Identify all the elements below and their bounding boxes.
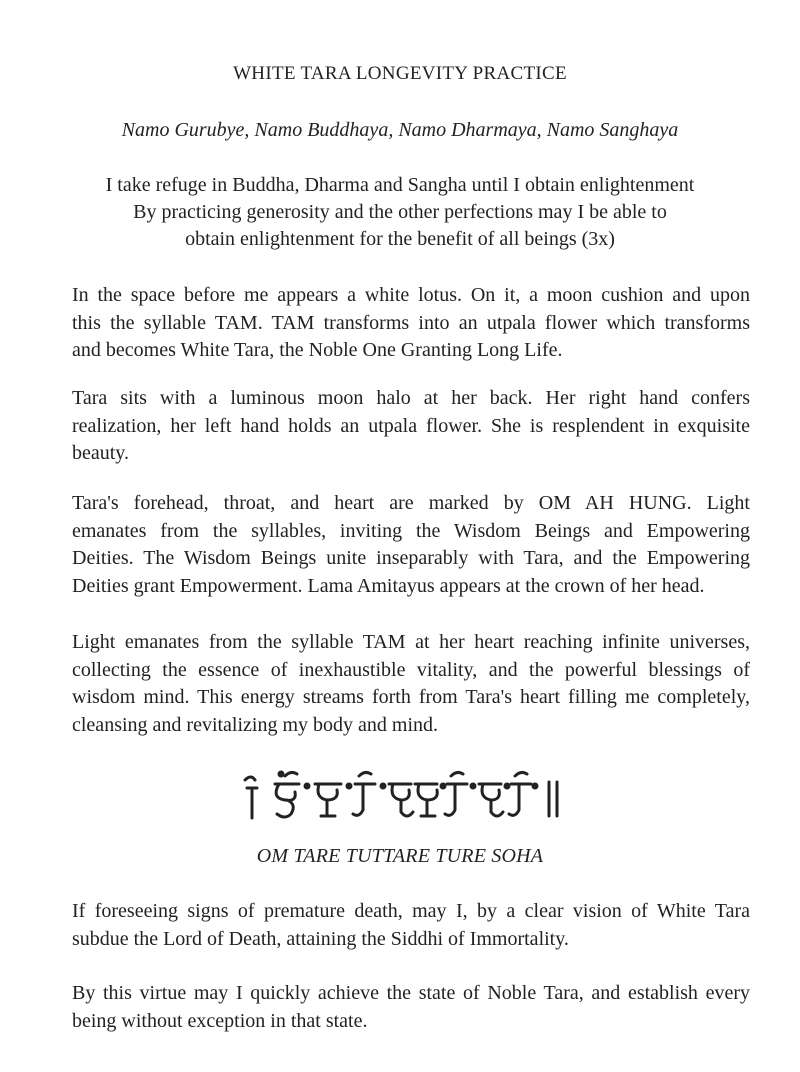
paragraph-line: wisdom mind. This energy streams forth from Tara's heart filling me completely, [72,686,750,708]
paragraph-tara-description [72,385,750,468]
paragraph-line: Deities grant Empowerment. Lama Amitayus appears at the crown of her head. [72,574,705,597]
refuge-line: obtain enlightenment for the benefit of all beings (3x) [185,228,615,250]
paragraph-line: Light emanates from the syllable TAM at her heart reaching infinite universes, [72,631,750,653]
mantra-transliteration: OM TARE TUTTARE TURE SOHA [256,845,544,867]
document-title: WHITE TARA LONGEVITY PRACTICE [233,63,567,84]
tibetan-mantra-script [0,770,800,832]
tibetan-script-graphic [235,770,565,832]
paragraph-line: this the syllable TAM. TAM transforms into an utpala flower which transforms [72,311,750,334]
paragraph-lotus-visualization [72,282,750,365]
paragraph-line: By this virtue may I quickly achieve the state of Noble Tara, and establish every [72,982,750,1004]
paragraph-line: Tara sits with a luminous moon halo at her back. Her right hand confers [72,387,750,409]
refuge-line: I take refuge in Buddha, Dharma and Sangha until I obtain enlightenment [105,174,695,196]
paragraph-dedication [72,980,750,1035]
paragraph-line: emanates from the syllables, inviting the Wisdom Beings and Empowering [72,519,750,542]
paragraph-line: beauty. [72,442,130,464]
paragraph-line: collecting the essence of inexhaustible vitality, and the powerful blessings of [72,658,750,681]
paragraph-line: and becomes White Tara, the Noble One Granting Long Life. [72,339,563,361]
paragraph-line: In the space before me appears a white lotus. On it, a moon cushion and upon [72,284,750,306]
paragraph-line: being without exception in that state. [72,1009,368,1032]
paragraph-line: realization, her left hand holds an utpala flower. She is resplendent in exquisite [72,414,750,437]
paragraph-line: If foreseeing signs of premature death, may I, by a clear vision of White Tara [72,900,750,922]
paragraph-light-emanation [72,629,750,739]
paragraph-om-ah-hung [72,490,750,600]
paragraph-immortality-aspiration [72,898,750,953]
paragraph-line: Tara's forehead, throat, and heart are marked by OM AH HUNG. Light [72,492,750,514]
paragraph-line: cleansing and revitalizing my body and mind. [72,713,439,736]
refuge-verse [60,172,740,253]
paragraph-line: subdue the Lord of Death, attaining the Siddhi of Immortality. [72,927,569,950]
invocation-line: Namo Gurubye, Namo Buddhaya, Namo Dharmaya, Namo Sanghaya [121,119,679,141]
paragraph-line: Deities. The Wisdom Beings unite inseparably with Tara, and the Empowering [72,547,750,569]
refuge-line: By practicing generosity and the other perfections may I be able to [133,201,667,223]
